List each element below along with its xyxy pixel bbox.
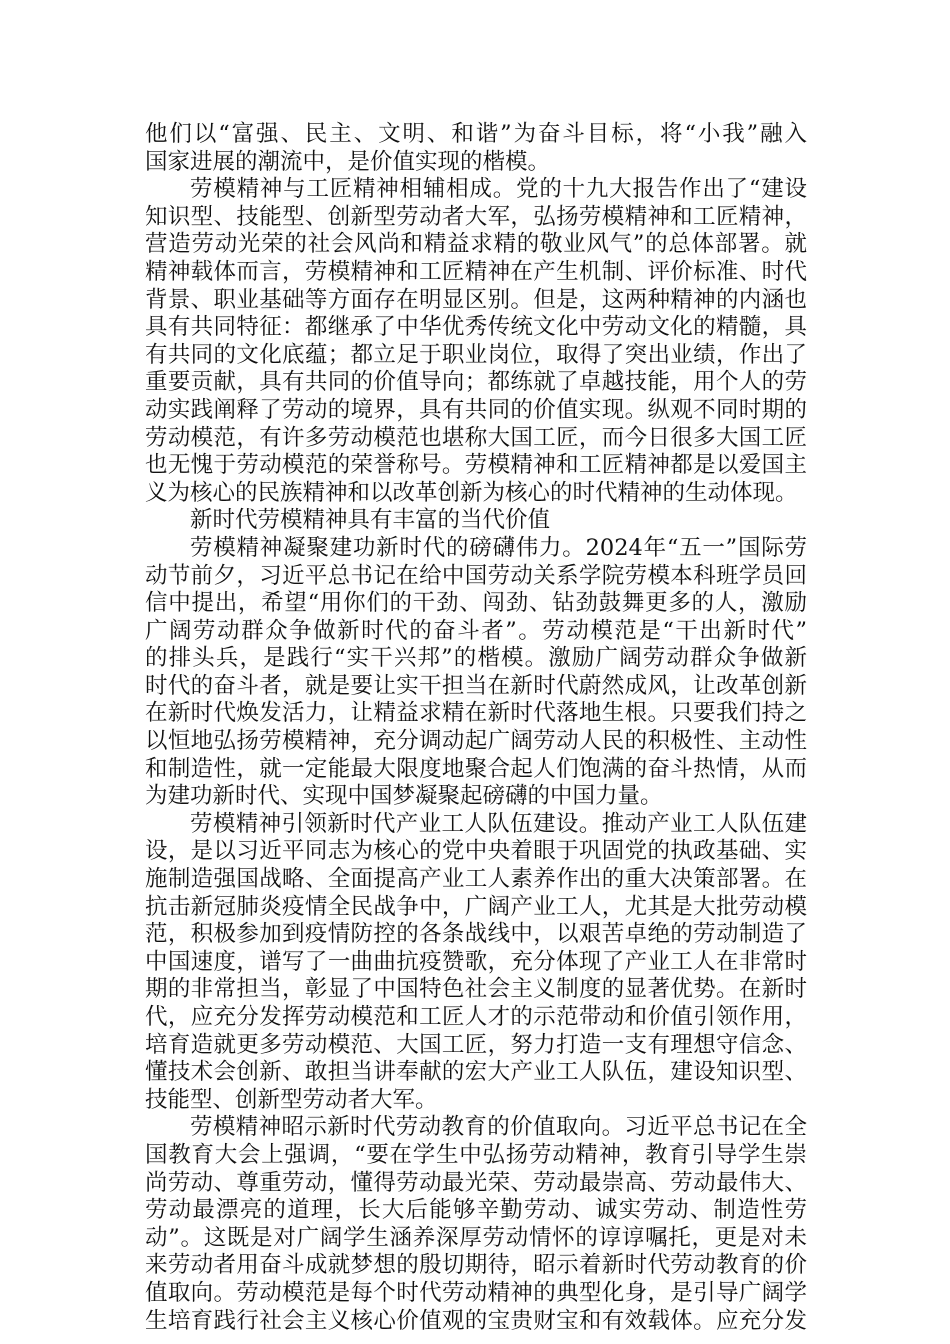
paragraph (145, 1114, 807, 1335)
text-line: 动”。这既是对广阔学生涵养深厚劳动情怀的谆谆嘱托，更是对未 (145, 1224, 807, 1251)
text-line: 懂技术会创新、敢担当讲奉献的宏大产业工人队伍，建设知识型、 (145, 1059, 807, 1086)
text-line: 尚劳动、尊重劳动，懂得劳动最光荣、劳动最崇高、劳动最伟大、 (145, 1169, 807, 1196)
text-line: 劳模精神引领新时代产业工人队伍建设。推动产业工人队伍建 (190, 810, 807, 837)
text-line: 技能型、创新型劳动者大军。 (145, 1086, 438, 1113)
text-line: 动节前夕，习近平总书记在给中国劳动关系学院劳模本科班学员回 (145, 562, 807, 589)
text-line: 中国速度，谱写了一曲曲抗疫赞歌，充分体现了产业工人在非常时 (145, 948, 807, 975)
text-line: 期的非常担当，彰显了中国特色社会主义制度的显著优势。在新时 (145, 976, 807, 1003)
text-line: 培育造就更多劳动模范、大国工匠，努力打造一支有理想守信念、 (145, 1031, 807, 1058)
text-line: 以恒地弘扬劳模精神，充分调动起广阔劳动人民的积极性、主动性 (145, 728, 807, 755)
text-line: 劳动模范，有许多劳动模范也堪称大国工匠，而今日很多大国工匠 (145, 424, 807, 451)
text-line: 有共同的文化底蕴；都立足于职业岗位，取得了突出业绩，作出了 (145, 341, 807, 368)
text-line: 设，是以习近平同志为核心的党中央着眼于巩固党的执政基础、实 (145, 838, 807, 865)
text-line: 的排头兵，是践行“实干兴邦”的楷模。激励广阔劳动群众争做新 (145, 645, 807, 672)
text-line: 义为核心的民族精神和以改革创新为核心的时代精神的生动体现。 (145, 479, 798, 506)
text-line: 值取向。劳动模范是每个时代劳动精神的典型化身，是引导广阔学 (145, 1279, 807, 1306)
text-line: 信中提出，希望“用你们的干劲、闯劲、钻劲鼓舞更多的人，激励 (145, 590, 807, 617)
text-line: 也无愧于劳动模范的荣誉称号。劳模精神和工匠精神都是以爱国主 (145, 452, 807, 479)
text-line: 广阔劳动群众争做新时代的奋斗者”。劳动模范是“干出新时代” (145, 617, 807, 644)
text-line: 范，积极参加到疫情防控的各条战线中，以艰苦卓绝的劳动制造了 (145, 921, 807, 948)
text-line: 抗击新冠肺炎疫情全民战争中，广阔产业工人，尤其是大批劳动模 (145, 893, 807, 920)
paragraph (145, 811, 807, 1115)
text-line: 新时代劳模精神具有丰富的当代价值 (190, 507, 551, 534)
text-line: 生培育践行社会主义核心价值观的宝贵财宝和有效载体。应充分发 (145, 1307, 807, 1334)
text-line: 劳模精神凝聚建功新时代的磅礴伟力。2024年“五一”国际劳 (190, 534, 807, 561)
text-line: 劳动最漂亮的道理，长大后能够辛勤劳动、诚实劳动、制造性劳 (145, 1197, 807, 1224)
paragraph (145, 176, 807, 507)
text-line: 来劳动者用奋斗成就梦想的殷切期待，昭示着新时代劳动教育的价 (145, 1252, 807, 1279)
text-line: 时代的奋斗者，就是要让实干担当在新时代蔚然成风，让改革创新 (145, 672, 807, 699)
text-line: 劳模精神昭示新时代劳动教育的价值取向。习近平总书记在全 (190, 1114, 807, 1141)
text-line: 他们以“富强、民主、文明、和谐”为奋斗目标，将“小我”融入 (145, 121, 807, 147)
text-line: 施制造强国战略、全面提高产业工人素养作出的重大决策部署。在 (145, 866, 807, 893)
text-line: 精神载体而言，劳模精神和工匠精神在产生机制、评价标准、时代 (145, 258, 807, 285)
text-line: 重要贡献，具有共同的价值导向；都练就了卓越技能，用个人的劳 (145, 369, 807, 396)
text-line: 动实践阐释了劳动的境界，具有共同的价值实现。纵观不同时期的 (145, 396, 807, 423)
text-line: 国家进展的潮流中，是价值实现的楷模。 (145, 148, 551, 175)
text-line: 背景、职业基础等方面存在明显区别。但是，这两种精神的内涵也 (145, 286, 807, 313)
document-page (145, 121, 807, 1335)
paragraph (145, 507, 807, 535)
paragraph (145, 535, 807, 811)
text-line: 具有共同特征：都继承了中华优秀传统文化中劳动文化的精髓，具 (145, 314, 807, 341)
text-line: 代，应充分发挥劳动模范和工匠人才的示范带动和价值引领作用， (145, 1004, 807, 1030)
text-line: 和制造性，就一定能最大限度地聚合起人们饱满的奋斗热情，从而 (145, 755, 807, 782)
paragraph (145, 121, 807, 176)
text-line: 劳模精神与工匠精神相辅相成。党的十九大报告作出了“建设 (190, 176, 807, 203)
text-line: 国教育大会上强调，“要在学生中弘扬劳动精神，教育引导学生崇 (145, 1141, 807, 1168)
text-line: 为建功新时代、实现中国梦凝聚起磅礴的中国力量。 (145, 783, 663, 810)
text-line: 营造劳动光荣的社会风尚和精益求精的敬业风气”的总体部署。就 (145, 231, 807, 258)
text-line: 在新时代焕发活力，让精益求精在新时代落地生根。只要我们持之 (145, 700, 807, 727)
text-line: 知识型、技能型、创新型劳动者大军，弘扬劳模精神和工匠精神， (145, 203, 807, 230)
